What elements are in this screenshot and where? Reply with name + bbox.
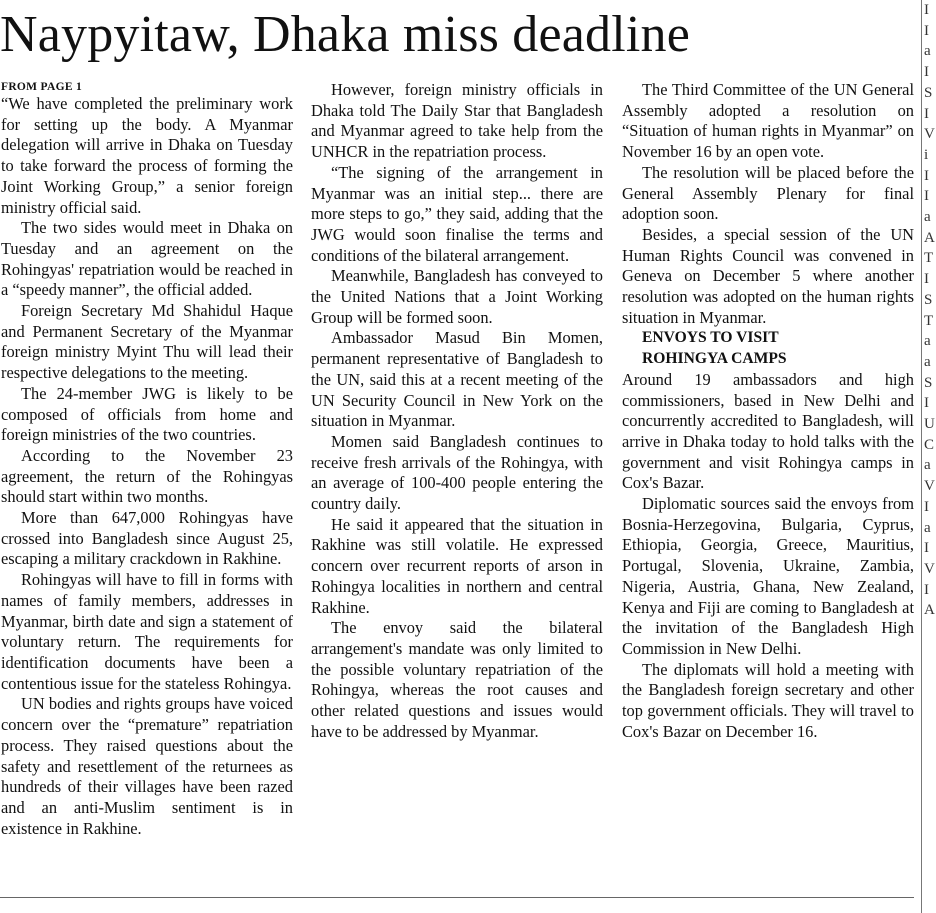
paragraph: The two sides would meet in Dhaka on Tuesday and an agreement on the Rohingyas' repatriation would be reached in a “speedy manner”, the official added. bbox=[1, 218, 293, 300]
adjacent-article-edge bbox=[924, 0, 936, 913]
margin-letter: V bbox=[924, 560, 935, 577]
margin-letter: V bbox=[924, 478, 935, 495]
margin-letter: a bbox=[924, 209, 931, 226]
article-column-2 bbox=[311, 80, 603, 743]
paragraph: Momen said Bangladesh continues to receive fresh arrivals of the Rohingya, with an average of 100-400 people entering the country daily. bbox=[311, 431, 603, 514]
margin-letter: I bbox=[924, 105, 929, 122]
paragraph: Rohingyas will have to fill in forms with names of family members, addresses in Myanmar, birth date and sign a statement of voluntary return. The requirements for identification documents have been a contentious issue for the stateless Rohingya. bbox=[1, 570, 293, 693]
paragraph: According to the November 23 agreement, the return of the Rohingyas should start within two months. bbox=[1, 445, 293, 507]
paragraph: “We have completed the preliminary work for setting up the body. A Myanmar delegation will arrive in Dhaka on Tuesday to take forward the process of forming the Joint Working Group,” a senior foreign ministry official said. bbox=[1, 94, 293, 217]
margin-letter: I bbox=[924, 2, 929, 18]
margin-letter: S bbox=[924, 84, 933, 101]
margin-letter: I bbox=[924, 581, 929, 598]
margin-letter: a bbox=[924, 457, 931, 474]
paragraph: Around 19 ambassadors and high commissioners, based in New Delhi and concurrently accredited to Bangladesh, will arrive in Dhaka today to hold talks with the government and visit Rohingya camps in Cox's Bazar. bbox=[622, 369, 914, 493]
paragraph: Foreign Secretary Md Shahidul Haque and Permanent Secretary of the Myanmar foreign ministry Myint Thu will lead their respective delegations to the meeting. bbox=[1, 301, 293, 383]
margin-letter: a bbox=[924, 333, 931, 350]
article-column-1 bbox=[1, 80, 293, 839]
paragraph: Besides, a special session of the UN Human Rights Council was convened in Geneva on December 5 where another resolution was adopted on the human rights situation in Myanmar. bbox=[622, 224, 914, 327]
paragraph: Meanwhile, Bangladesh has conveyed to the United Nations that a Joint Working Group will be formed soon. bbox=[311, 266, 603, 327]
paragraph: “The signing of the arrangement in Myanmar was an initial step... there are more steps to go,” they said, adding that the JWG would soon finalise the terms and conditions of the bilateral arrangement. bbox=[311, 162, 603, 265]
margin-letter: I bbox=[924, 167, 929, 184]
margin-letter: a bbox=[924, 43, 931, 60]
subheading: ROHINGYA CAMPS bbox=[642, 350, 787, 368]
paragraph: More than 647,000 Rohingyas have crossed into Bangladesh since August 25, escaping a military crackdown in Rakhine. bbox=[1, 508, 293, 569]
paragraph: Ambassador Masud Bin Momen, permanent representative of Bangladesh to the UN, said this at a recent meeting of the UN Security Council in New York on the situation in Myanmar. bbox=[311, 328, 603, 431]
subheading: ENVOYS TO VISIT bbox=[642, 329, 779, 347]
paragraph: The Third Committee of the UN General Assembly adopted a resolution on “Situation of human rights in Myanmar” on November 16 by an open vote. bbox=[622, 80, 914, 162]
paragraph: Diplomatic sources said the envoys from Bosnia-Herzegovina, Bulgaria, Cyprus, Ethiopia, Georgia, Greece, Mauritius, Portugal, Slovenia, Ukraine, Zambia, Nigeria, Austria, Ghana, New Zealand, Kenya and Fiji are coming to Bangladesh at the invitation of the Bangladesh High Commission in New Delhi. bbox=[622, 494, 914, 658]
continued-from-label: FROM PAGE 1 bbox=[1, 81, 83, 93]
margin-letter: U bbox=[924, 416, 935, 433]
paragraph: However, foreign ministry officials in Dhaka told The Daily Star that Bangladesh and Myanmar agreed to take help from the UNHCR in the repatriation process. bbox=[311, 80, 603, 162]
headline: Naypyitaw, Dhaka miss deadline bbox=[0, 6, 690, 63]
paragraph: The resolution will be placed before the General Assembly Plenary for final adoption soon. bbox=[622, 162, 914, 224]
margin-letter: V bbox=[924, 126, 935, 143]
margin-letter: I bbox=[924, 395, 929, 412]
margin-letter: T bbox=[924, 250, 934, 267]
margin-letter: C bbox=[924, 436, 935, 453]
column-divider bbox=[921, 0, 922, 913]
margin-letter: A bbox=[924, 602, 935, 619]
paragraph: The envoy said the bilateral arrangement's mandate was only limited to the possible voluntary repatriation of the Rohingya, whereas the root causes and other related questions and issues would have to be addressed by Myanmar. bbox=[311, 618, 603, 741]
margin-letter: I bbox=[924, 188, 929, 205]
margin-letter: a bbox=[924, 353, 931, 370]
paragraph: UN bodies and rights groups have voiced concern over the “premature” repatriation process. They raised questions about the safety and resettlement of the returnees as hundreds of their villages have been razed and an anti-Muslim sentiment is in existence in Rakhine. bbox=[1, 694, 293, 838]
margin-letter: I bbox=[924, 540, 929, 557]
margin-letter: S bbox=[924, 291, 933, 308]
margin-letter: a bbox=[924, 519, 931, 536]
margin-letter: I bbox=[924, 498, 929, 515]
margin-letter: I bbox=[924, 22, 929, 39]
paragraph: The diplomats will hold a meeting with the Bangladesh foreign secretary and other top government officials. They will travel to Cox's Bazar on December 16. bbox=[622, 659, 914, 741]
article-column-3 bbox=[622, 80, 914, 743]
paragraph: The 24-member JWG is likely to be composed of officials from home and foreign ministries of the two countries. bbox=[1, 383, 293, 445]
bottom-rule bbox=[0, 897, 914, 898]
paragraph: He said it appeared that the situation in Rakhine was still volatile. He expressed concern over recurrent reports of arson in Rohingya localities in northern and central Rakhine. bbox=[311, 514, 603, 617]
margin-letter: S bbox=[924, 374, 933, 391]
margin-letter: T bbox=[924, 312, 934, 329]
margin-letter: A bbox=[924, 229, 935, 246]
margin-letter: i bbox=[924, 146, 929, 163]
margin-letter: I bbox=[924, 271, 929, 288]
margin-letter: I bbox=[924, 64, 929, 81]
